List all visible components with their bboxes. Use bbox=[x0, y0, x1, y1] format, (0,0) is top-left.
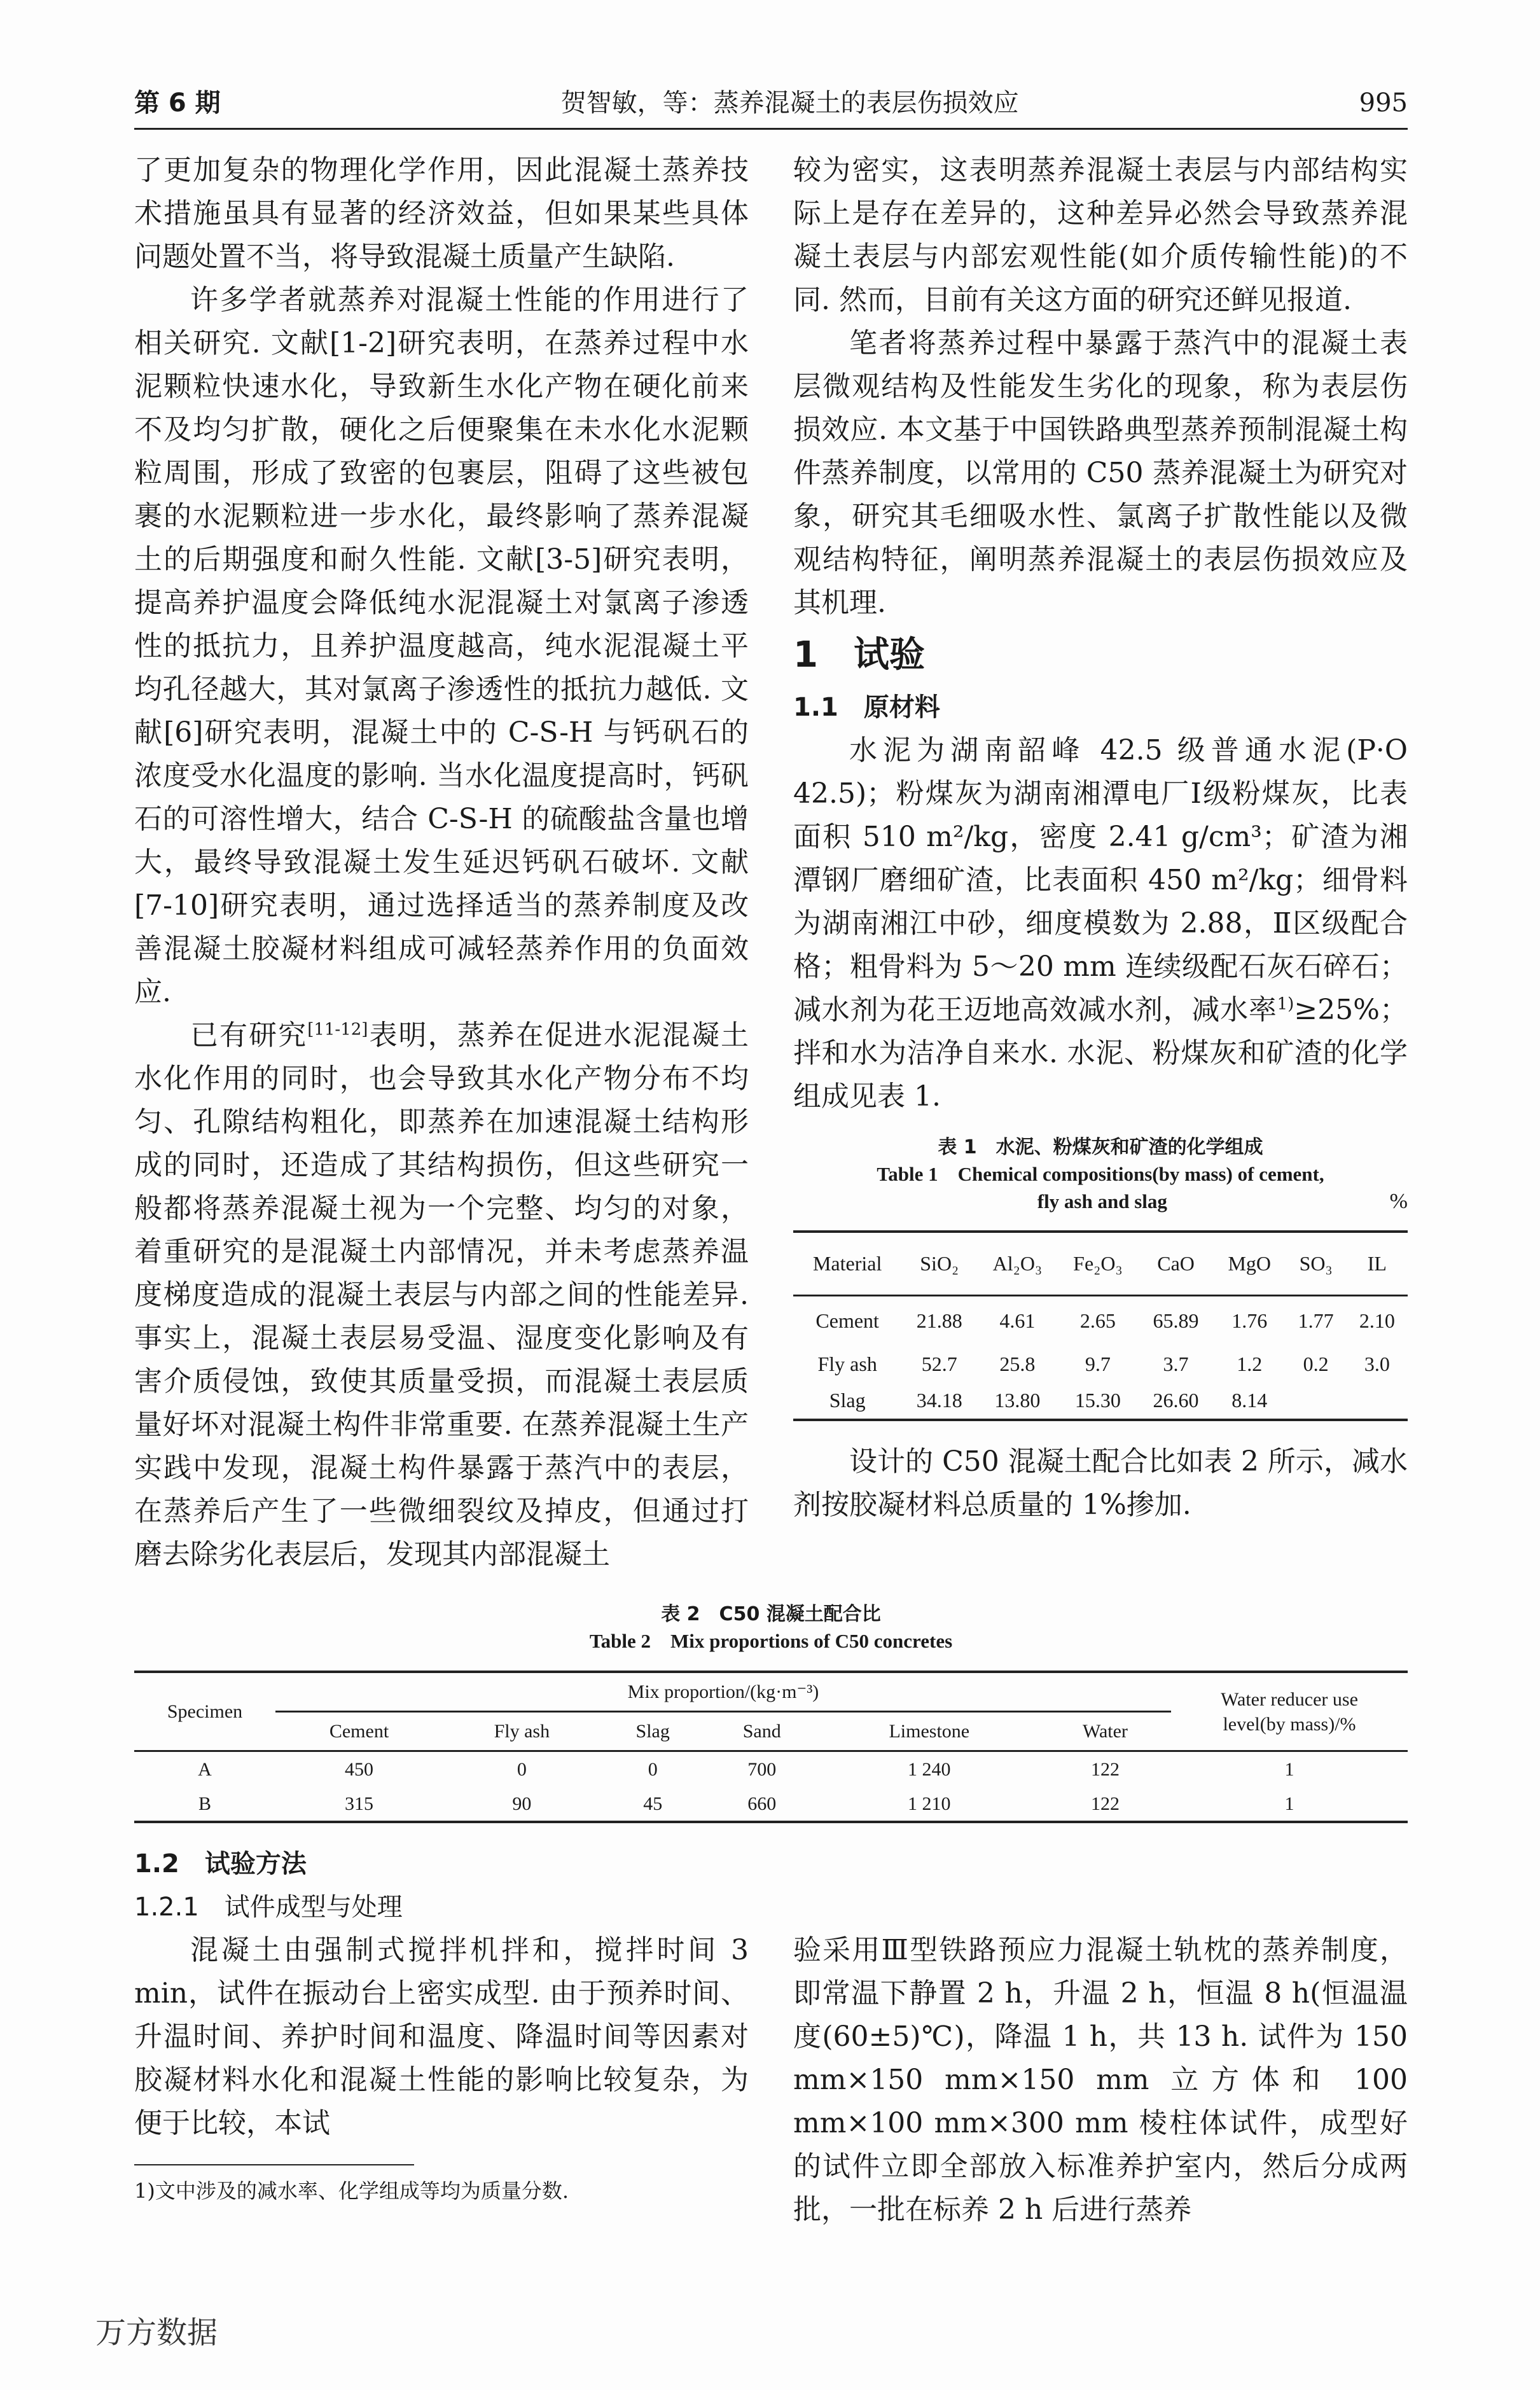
table-row bbox=[134, 1786, 1408, 1822]
table-cell: 0 bbox=[517, 1758, 527, 1780]
table-row bbox=[134, 1751, 1408, 1786]
table2-caption bbox=[134, 1602, 1408, 1654]
table1 bbox=[793, 1135, 1408, 1421]
table-cell: 1 240 bbox=[908, 1758, 951, 1780]
table-cell: Fly ash bbox=[817, 1352, 877, 1376]
subsubsection-heading: 1.2.1 试件成型与处理 bbox=[134, 1893, 403, 1922]
table-cell: 8.14 bbox=[1231, 1389, 1268, 1412]
caption-zh: 表 2 C50 混凝土配合比 bbox=[661, 1603, 881, 1625]
table-cell: 9.7 bbox=[1085, 1352, 1111, 1376]
table-cell: A bbox=[198, 1758, 212, 1780]
table-cell: 90 bbox=[512, 1793, 532, 1814]
caption-zh: 表 1 水泥、粉煤灰和矿渣的化学组成 bbox=[938, 1136, 1263, 1158]
table-cell: 450 bbox=[345, 1758, 374, 1780]
table1-caption bbox=[793, 1135, 1408, 1216]
subsection-heading: 1.2 试验方法 bbox=[134, 1849, 307, 1879]
table-cell: 1.77 bbox=[1298, 1309, 1334, 1333]
column-header: CaO bbox=[1157, 1251, 1195, 1275]
column-header: IL bbox=[1367, 1251, 1387, 1275]
table-cell: Slag bbox=[829, 1389, 866, 1412]
text: 已有研究 bbox=[190, 1019, 308, 1052]
table-cell: 1 bbox=[1284, 1793, 1294, 1814]
table-cell: 1.76 bbox=[1231, 1309, 1268, 1333]
paragraph: 验采用Ⅲ型铁路预应力混凝土轨枕的蒸养制度，即常温下静置 2 h，升温 2 h，恒温 8 h(恒温温度(60±5)℃)，降温 1 h，共 13 h. 试件为 150 mm×150 mm×150 mm 立方体和 100 mm×100 mm×300 mm 棱柱体试件，成型好的试件立即全部放入标准养护室内，然后分成两批，一批在标养 2 h 后进行蒸养 bbox=[793, 1934, 1408, 2227]
column-header: Al₂O₃ bbox=[992, 1251, 1043, 1275]
table-row bbox=[793, 1295, 1408, 1346]
unit-label: % bbox=[1389, 1190, 1408, 1214]
table-cell: 3.7 bbox=[1163, 1352, 1189, 1376]
reducer-header bbox=[1171, 1672, 1408, 1751]
table-cell: 65.89 bbox=[1153, 1309, 1199, 1333]
table-cell: 700 bbox=[747, 1758, 777, 1780]
paragraph bbox=[793, 729, 1408, 1118]
table-cell: 45 bbox=[643, 1793, 663, 1814]
page-header bbox=[134, 83, 1408, 130]
table-cell: 660 bbox=[747, 1793, 777, 1814]
column-header: Cement bbox=[329, 1720, 389, 1742]
specimen-header: Specimen bbox=[167, 1701, 243, 1723]
column-header: Water bbox=[1083, 1720, 1128, 1742]
footnote: 1)文中涉及的减水率、化学组成等均为质量分数. bbox=[134, 2179, 569, 2204]
table-cell: 52.7 bbox=[921, 1352, 957, 1376]
footnote-ref: 1) bbox=[1277, 994, 1294, 1014]
table-cell: 0 bbox=[648, 1758, 658, 1780]
table-cell: 0.2 bbox=[1303, 1352, 1329, 1376]
paragraph: 设计的 C50 混凝土配合比如表 2 所示，减水剂按胶凝材料总质量的 1%掺加. bbox=[793, 1445, 1408, 1522]
watermark: 万方数据 bbox=[95, 2315, 218, 2351]
table2-grid bbox=[134, 1671, 1408, 1823]
paragraph: 了更加复杂的物理化学作用，因此混凝土蒸养技术措施虽具有显著的经济效益，但如果某些具体问题处置不当，将导致混凝土质量产生缺陷. bbox=[134, 154, 749, 273]
citation: [11-12] bbox=[307, 1020, 368, 1039]
table-cell: 26.60 bbox=[1153, 1389, 1199, 1412]
table-cell: 1 210 bbox=[908, 1793, 951, 1814]
table-row bbox=[793, 1346, 1408, 1383]
table-cell: 315 bbox=[345, 1793, 374, 1814]
table-row bbox=[793, 1383, 1408, 1420]
right-column-lower bbox=[793, 1842, 1408, 2232]
column-header: Slag bbox=[635, 1720, 670, 1742]
table-cell: 2.10 bbox=[1359, 1309, 1395, 1333]
column-header: Sand bbox=[742, 1720, 781, 1742]
paragraph: 笔者将蒸养过程中暴露于蒸汽中的混凝土表层微观结构及性能发生劣化的现象，称为表层伤损效应. 本文基于中国铁路典型蒸养预制混凝土构件蒸养制度，以常用的 C50 蒸养混凝土为研究对象，研究其毛细吸水性、氯离子扩散性能以及微观结构特征，阐明蒸养混凝土的表层伤损效应及其机理. bbox=[793, 327, 1408, 619]
column-header: SiO₂ bbox=[920, 1251, 959, 1275]
caption-en: Table 2 Mix proportions of C50 concretes bbox=[589, 1629, 953, 1652]
table-cell: 13.80 bbox=[994, 1389, 1041, 1412]
left-column-lower bbox=[134, 1842, 749, 2206]
table2-header-row bbox=[134, 1672, 1408, 1711]
table1-grid bbox=[793, 1230, 1408, 1421]
table-cell bbox=[1347, 1383, 1408, 1420]
table-cell: 25.8 bbox=[999, 1352, 1036, 1376]
column-header: Fly ash bbox=[494, 1720, 550, 1742]
table-cell: B bbox=[198, 1793, 211, 1814]
table-cell: 122 bbox=[1090, 1758, 1120, 1780]
text: 表明，蒸养在促进水泥混凝土水化作用的同时，也会导致其水化产物分布不均匀、孔隙结构粗化，即蒸养在加速混凝土结构形成的同时，还造成了其结构损伤，但这些研究一般都将蒸养混凝土视为一个完整、均匀的对象，着重研究的是混凝土内部情况，并未考虑蒸养温度梯度造成的混凝土表层与内部之间的性能差异. 事实上，混凝土表层易受温、湿度变化影响及有害介质侵蚀，致使其质量受损，而混凝土表层质量好坏对混凝土构件非常重要. 在蒸养混凝土生产实践中发现，混凝土构件暴露于蒸汽中的表层，在蒸养后产生了一些微细裂纹及掉皮，但通过打磨去除劣化表层后，发现其内部混凝土 bbox=[134, 1019, 749, 1571]
table-cell: 3.0 bbox=[1364, 1352, 1390, 1376]
table-cell: Cement bbox=[815, 1309, 879, 1333]
table-cell: 4.61 bbox=[999, 1309, 1036, 1333]
table-cell bbox=[1286, 1383, 1347, 1420]
caption-line2 bbox=[793, 1187, 1408, 1216]
paragraph: 许多学者就蒸养对混凝土性能的作用进行了相关研究. 文献[1-2]研究表明，在蒸养过程中水泥颗粒快速水化，导致新生水化产物在硬化前来不及均匀扩散，硬化之后便聚集在未水化水泥颗粒周围，形成了致密的包裹层，阻碍了这些被包裹的水泥颗粒进一步水化，最终影响了蒸养混凝土的后期强度和耐久性能. 文献[3-5]研究表明，提高养护温度会降低纯水泥混凝土对氯离子渗透性的抵抗力，且养护温度越高，纯水泥混凝土平均孔径越大，其对氯离子渗透性的抵抗力越低. 文献[6]研究表明，混凝土中的 C-S-H 与钙矾石的浓度受水化温度的影响. 当水化温度提高时，钙矾石的可溶性增大，结合 C-S-H 的硫酸盐含量也增大，最终导致混凝土发生延迟钙矾石破坏. 文献[7-10]研究表明，通过选择适当的蒸养制度及改善混凝土胶凝材料组成可减轻蒸养作用的负面效应. bbox=[134, 284, 749, 1008]
running-title: 贺智敏，等：蒸养混凝土的表层伤损效应 bbox=[560, 88, 1019, 118]
table-cell: 122 bbox=[1090, 1793, 1120, 1814]
paragraph bbox=[134, 1014, 749, 1576]
left-column bbox=[134, 149, 749, 1576]
subsection-heading: 1.1 原材料 bbox=[793, 693, 940, 722]
reducer-header-line2: level(by mass)/% bbox=[1223, 1713, 1356, 1735]
text: 水泥为湖南韶峰 42.5 级普通水泥(P·O 42.5)；粉煤灰为湖南湘潭电厂Ⅰ级粉煤灰，比表面积 510 m²/kg，密度 2.41 g/cm³；矿渣为湘潭钢厂磨细矿渣，比表面积 450 m²/kg；细骨料为湖南湘江中砂，细度模数为 2.88，Ⅱ区级配合格；粗骨料为 5～20 mm 连续级配石灰石碎石；减水剂为花王迈地高效减水剂，减水率 bbox=[793, 734, 1408, 1026]
lower-columns bbox=[134, 1842, 1408, 2232]
paragraph: 较为密实，这表明蒸养混凝土表层与内部结构实际上是存在差异的，这种差异必然会导致蒸养混凝土表层与内部宏观性能(如介质传输性能)的不同. 然而，目前有关这方面的研究还鲜见报道. bbox=[793, 154, 1408, 316]
column-header: SO₃ bbox=[1299, 1251, 1333, 1275]
column-header: Limestone bbox=[889, 1720, 970, 1742]
upper-columns bbox=[134, 149, 1408, 1576]
text: ≥25%；拌和水为洁净自来水. 水泥、粉煤灰和矿渣的化学组成见表 1. bbox=[793, 994, 1408, 1113]
page-number: 995 bbox=[1359, 88, 1408, 118]
reducer-header-line1: Water reducer use bbox=[1221, 1688, 1358, 1710]
column-header: Fe₂O₃ bbox=[1073, 1251, 1123, 1275]
table1-header-row bbox=[793, 1232, 1408, 1295]
column-header: Material bbox=[812, 1251, 882, 1275]
table-cell: 15.30 bbox=[1074, 1389, 1121, 1412]
issue-label: 第 6 期 bbox=[134, 88, 221, 118]
table-cell: 2.65 bbox=[1079, 1309, 1116, 1333]
caption-en: Table 1 Chemical compositions(by mass) of cement, bbox=[877, 1162, 1324, 1185]
table-cell: 1.2 bbox=[1237, 1352, 1263, 1376]
column-header: MgO bbox=[1228, 1251, 1272, 1275]
footnote-rule bbox=[134, 2164, 414, 2165]
mix-proportion-header: Mix proportion/(kg·m⁻³) bbox=[275, 1672, 1171, 1711]
table-cell: 34.18 bbox=[916, 1389, 962, 1412]
table-cell: 1 bbox=[1284, 1758, 1294, 1780]
section-heading: 1 试验 bbox=[793, 634, 925, 676]
paragraph: 混凝土由强制式搅拌机拌和，搅拌时间 3 min，试件在振动台上密实成型. 由于预养时间、升温时间、养护时间和温度、降温时间等因素对胶凝材料水化和混凝土性能的影响比较复杂，为便于比较，本试 bbox=[134, 1934, 749, 2140]
table-cell: 21.88 bbox=[916, 1309, 962, 1333]
right-column bbox=[793, 149, 1408, 1527]
table2 bbox=[134, 1602, 1408, 1823]
caption-en-2: fly ash and slag bbox=[1037, 1190, 1167, 1213]
